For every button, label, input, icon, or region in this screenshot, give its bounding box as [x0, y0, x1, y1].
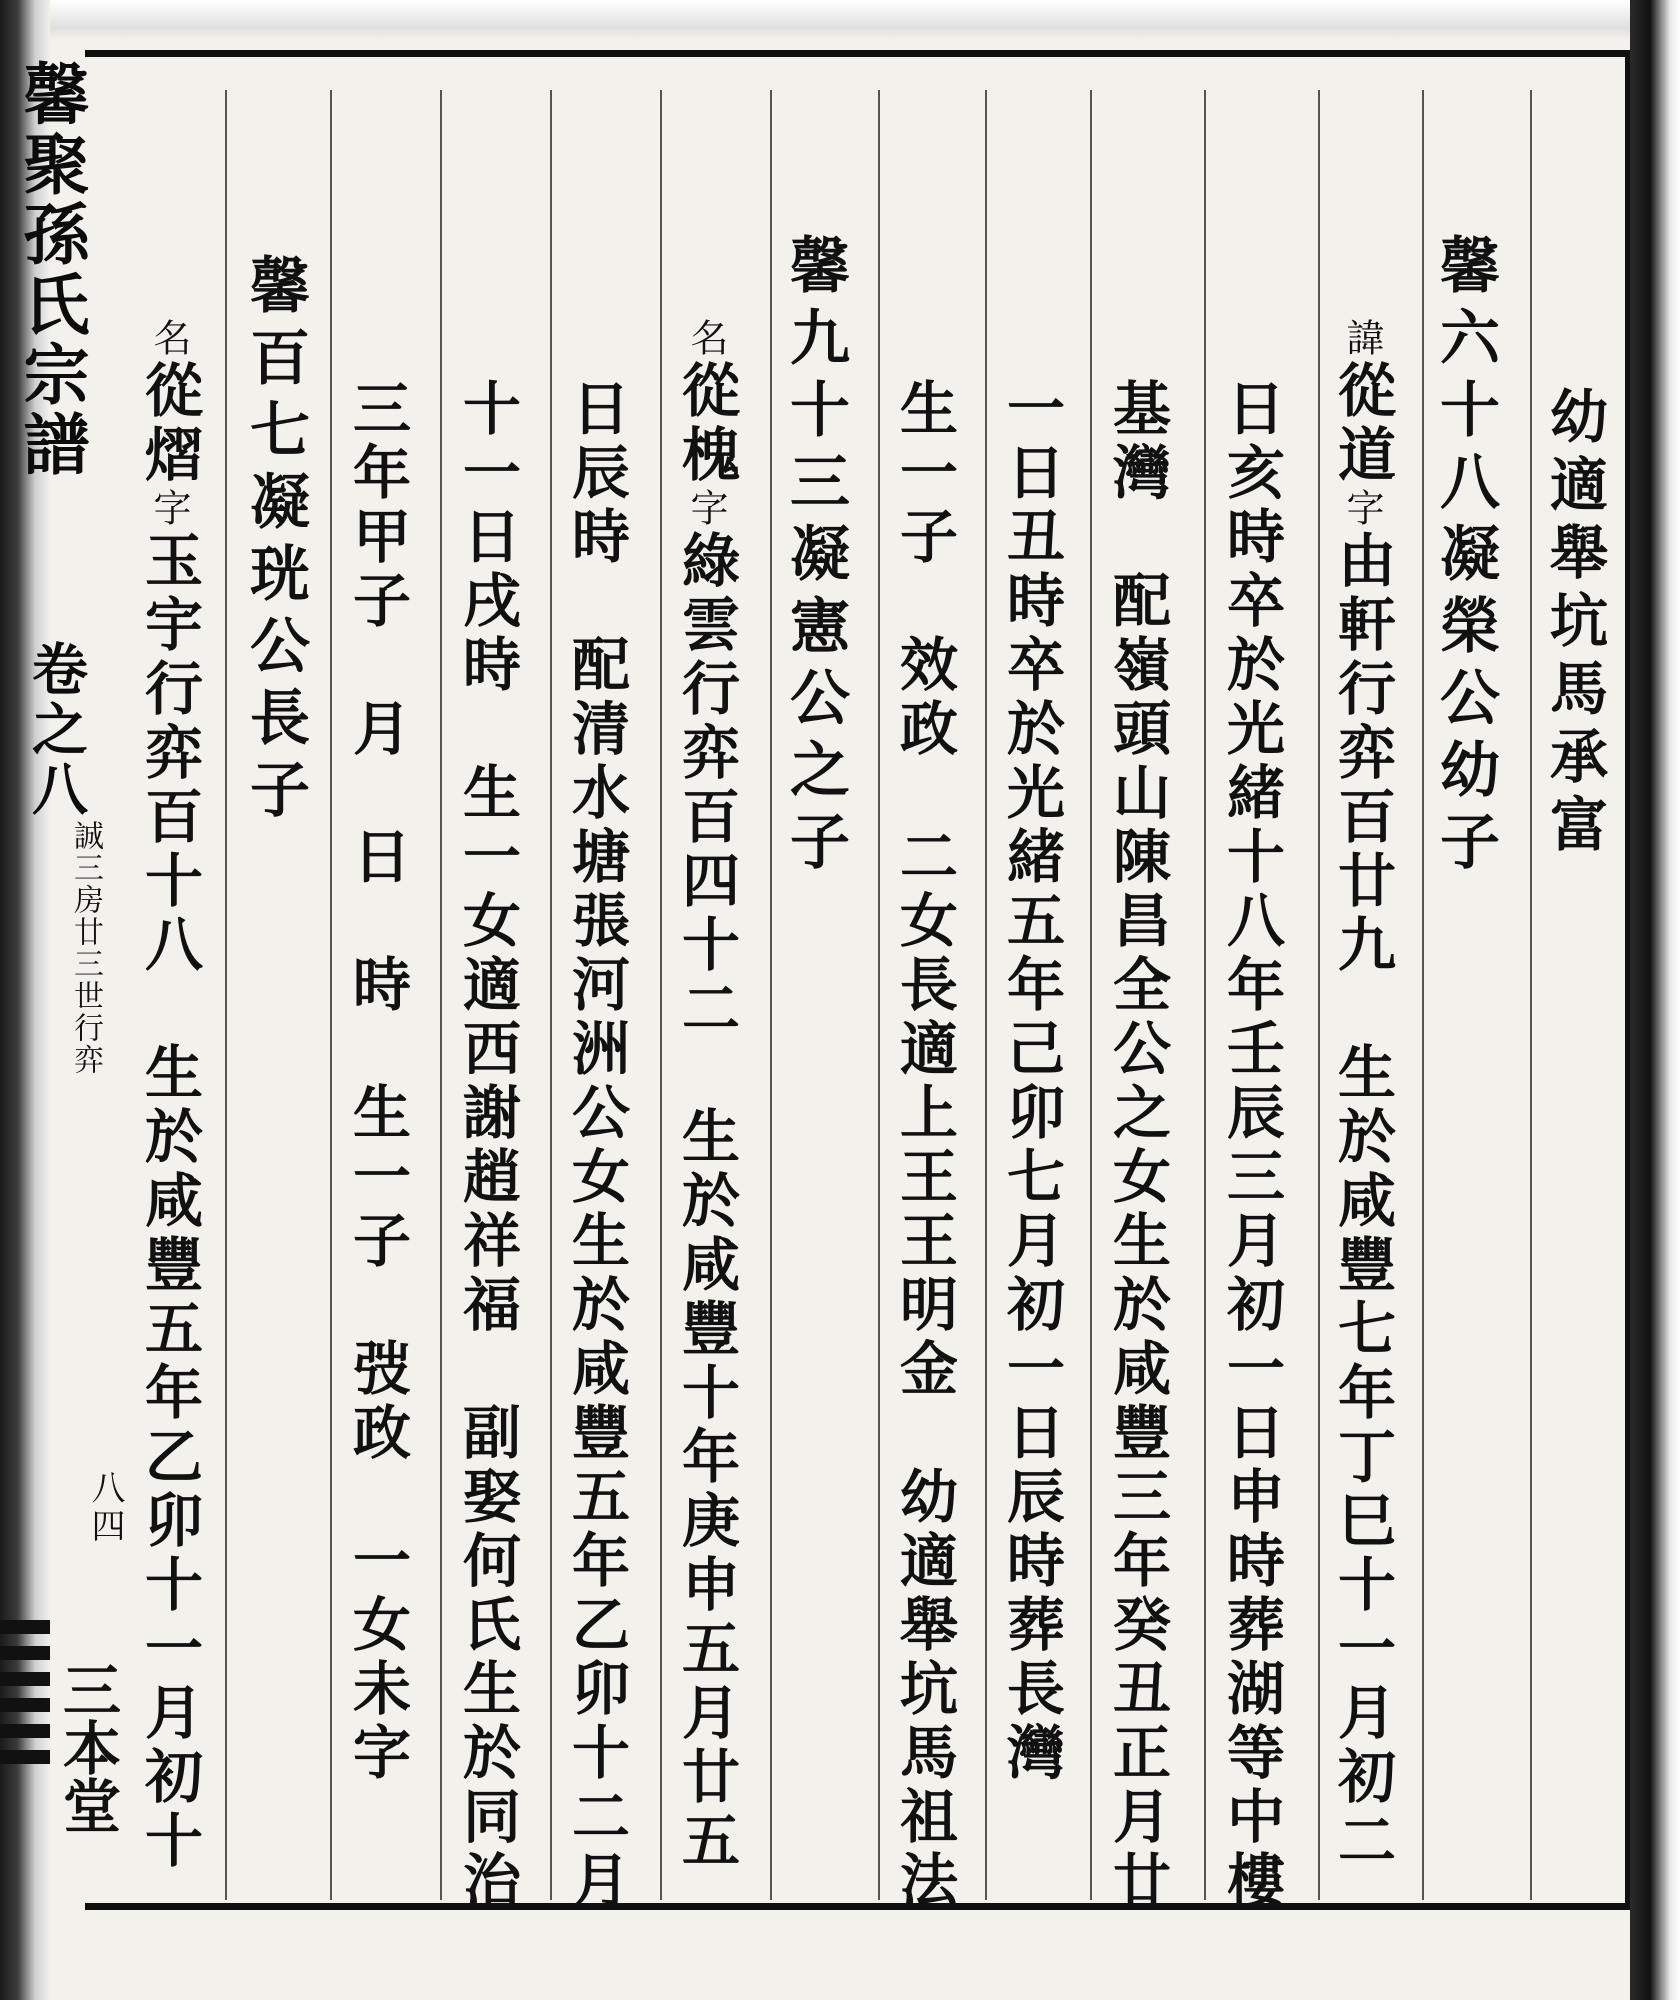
entry-text: 生一子 效政 二女長適上王王明金 幼適舉坑馬祖法 — [890, 378, 958, 1914]
entry-text: 基灣 配嶺頭山陳昌全公之女生於咸豐三年癸丑正月廿 — [1103, 378, 1171, 1914]
lineage-heading: 馨九十三凝憲公之子 — [780, 234, 850, 882]
person-name: 從熠 — [135, 360, 203, 488]
column-3-entry — [1328, 170, 1449, 1874]
column-8-lineage-heading — [780, 70, 905, 882]
page-number: 八四 — [85, 1470, 125, 1546]
entry-text: 日辰時 配清水塘張河洲公女生於咸豐五年乙卯十二月 — [562, 378, 630, 1914]
column-2-lineage-heading — [1430, 70, 1555, 882]
courtesy-marker: 字 — [1340, 488, 1384, 530]
person-name: 從道 — [1328, 360, 1396, 488]
name-marker: 名 — [684, 318, 728, 360]
courtesy-marker: 字 — [684, 488, 728, 530]
lineage-heading: 馨百七凝珖公長子 — [240, 254, 310, 830]
column-13-lineage-heading — [240, 90, 365, 830]
entry-text: 日亥時卒於光緒十八年壬辰三月初一日申時葬湖等中樓 — [1217, 378, 1285, 1914]
column-4-entry — [1217, 230, 1338, 1914]
entry-text: 十一日戌時 生一女適西謝趙祥福 副娶何氏生於同治 — [453, 378, 521, 1914]
lineage-heading: 馨六十八凝榮公幼子 — [1430, 234, 1500, 882]
column-12-entry — [343, 230, 464, 1786]
section-label: 誠三房廿三世行弈 — [68, 820, 103, 1076]
column-1-marriage-note — [1540, 230, 1661, 862]
entry-text: 一日丑時卒於光緒五年己卯七月初一日辰時葬長灣 — [997, 378, 1065, 1786]
column-5-entry — [1103, 230, 1224, 1914]
hall-name: 三本堂 — [53, 1660, 121, 1834]
entry-text: 綠雲行弈百四十二 生於咸豐十年庚申五月廿五 — [672, 530, 740, 1874]
entry-text: 由軒行弈百廿九 生於咸豐七年丁巳十一月初二 — [1328, 530, 1396, 1874]
column-14-entry — [135, 170, 256, 1874]
column-text: 幼適舉坑馬承富 — [1540, 386, 1608, 862]
person-name: 從槐 — [672, 360, 740, 488]
volume-label: 卷之八 — [23, 640, 89, 820]
entry-text: 三年甲子 月 日 時 生一子 弢政 一女未字 — [343, 378, 411, 1786]
name-marker: 名 — [147, 318, 191, 360]
book-title: 馨聚孫氏宗譜 — [12, 60, 90, 480]
spine-decorative-bars — [0, 1620, 50, 1880]
column-11-entry — [453, 230, 574, 1914]
scan-top-edge — [0, 0, 1680, 40]
column-9-entry — [672, 170, 793, 1874]
courtesy-marker: 字 — [147, 488, 191, 530]
column-6-entry — [997, 230, 1118, 1786]
column-10-entry — [562, 230, 683, 1914]
entry-text: 玉宇行弈百十八 生於咸豐五年乙卯十一月初十 — [135, 530, 203, 1874]
name-marker: 諱 — [1340, 318, 1384, 360]
column-7-entry — [890, 230, 1011, 1914]
